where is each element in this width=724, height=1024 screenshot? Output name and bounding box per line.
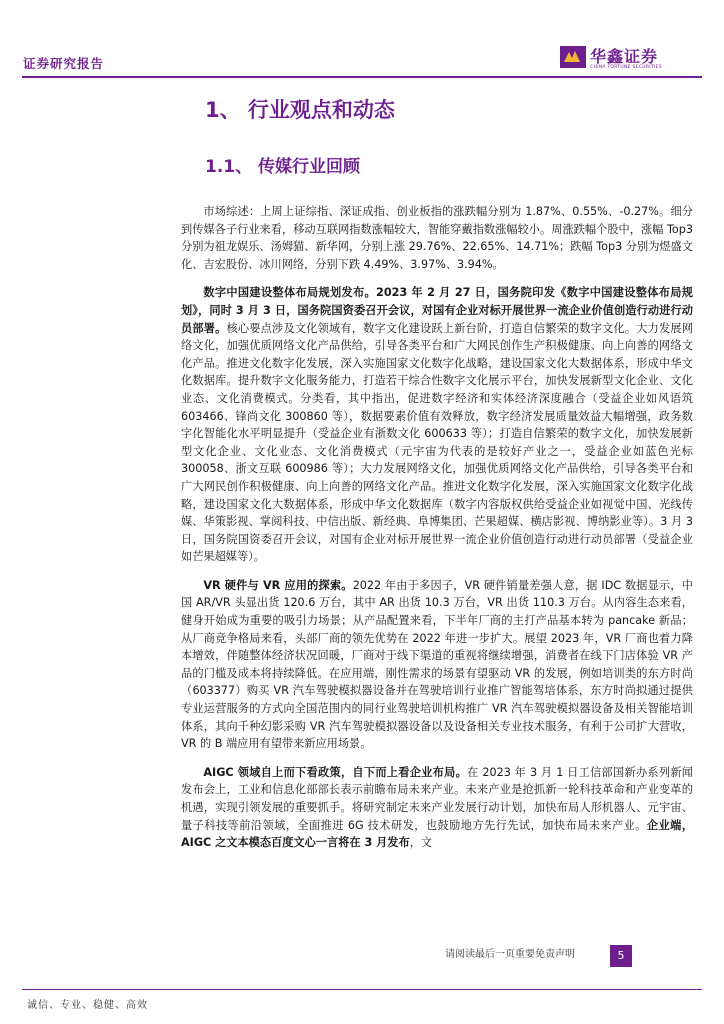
paragraph-lead-2: 企业端，AIGC 之文本模态百度文心一言将在 3 月发布 bbox=[181, 818, 693, 850]
paragraph-body: 市场综述：上周上证综指、深证成指、创业板指的涨跌幅分别为 1.87%、0.55%、-0.27%。细分到传媒各子行业来看，移动互联网指数涨幅较大，智能穿戴指数涨幅较小。周涨跌幅个股中，涨幅 Top3 分别为祖龙娱乐、汤姆猫、新华网，分别上涨 29.76%、22.65%、14.71%；跌幅 Top3 分别为煜盛文化、吉宏股份、冰川网络，分别下跌 4.49%、3.97%、3.94%。 bbox=[181, 205, 693, 271]
paragraph-aigc bbox=[181, 764, 693, 852]
paragraph-lead: 数字中国建设整体布局规划发布。2023 年 2 月 27 日，国务院印发《数字中国建设整体布局规划》，同时 3 月 3 日，国务院国资委召开会议，对国有企业对标开展世界一流企业价值创造行动进行动员部署。 bbox=[181, 286, 693, 335]
footer-slogan: 诚信、专业、稳健、高效 bbox=[27, 1000, 148, 1011]
paragraph-digital-china bbox=[181, 284, 693, 566]
logo-name: 华鑫证券 bbox=[590, 47, 659, 66]
paragraph-body: 在 2023 年 3 月 1 日工信部国新办系列新闻发布会上，工业和信息化部部长表示前瞻布局未来产业。未来产业是抢抓新一轮科技革命和产业变革的机遇，实现引领发展的重要抓手。将研究制定未来产业发展行动计划，加快布局人形机器人、元宇宙、量子科技等前沿领域，全面推进 6G 技术研发，也鼓励地方先行先试，加快布局未来产业。 bbox=[181, 765, 693, 832]
footer-divider bbox=[22, 989, 702, 990]
logo-subtitle: CHINA FORTUNE SECURITIES bbox=[590, 65, 662, 70]
paragraph-body: 核心要点涉及文化领域有，数字文化建设跃上新台阶，打造自信繁荣的数字文化。大力发展网络文化，加强优质网络文化产品供给，引导各类平台和广大网民创作生产积极健康、向上向善的网络文化产品。推进文化数字化发展，深入实施国家文化数字化战略，建设国家文化大数据体系，形成中华文化数据库。提升数字文化服务能力，打造若干综合性数字文化展示平台，加快发展新型文化企业、文化业态、文化消费模式。分类看，其中指出，促进数字经济和实体经济深度融合（受益企业如风语筑 603466、锋尚文化 300860 等），数据要素价值有效释放，数字经济发展质量效益大幅增强，政务数字化智能化水平明显提升（受益企业有浙数文化 600633 等）；打造自信繁荣的数字文化，加快发展新型文化企业、文化业态、文化消费模式（元宇宙为代表的是较好产业之一，受益企业如蓝色光标 300058、浙文互联 600986 等）；大力发展网络文化，加强优质网络文化产品供给，引导各类平台和广大网民创作积极健康、向上向善的网络文化产品。推进文化数字化发展，深入实施国家文化数字化战略，建设国家文化大数据体系，形成中华文化数据库（数字内容版权供给受益企业如视觉中国、光线传媒、华策影视、掌阅科技、中信出版、新经典、阜博集团、芒果超媒、横店影视、博纳影业等）。3 月 3 日，国务院国资委召开会议，对国有企业对标开展世界一流企业价值创造行动进行动员部署（受益企业如芒果超媒等）。 bbox=[181, 321, 693, 564]
paragraph-market-summary bbox=[181, 203, 693, 273]
paragraph-vr bbox=[181, 577, 693, 753]
logo-mark-icon bbox=[560, 46, 586, 68]
section-heading: 1、 行业观点和动态 bbox=[205, 98, 395, 122]
report-body bbox=[181, 203, 693, 863]
report-type-label: 证券研究报告 bbox=[23, 56, 105, 71]
paragraph-body: 2022 年由于多因子，VR 硬件销量差强人意，据 IDC 数据显示，中国 AR/VR 头显出货 120.6 万台，其中 AR 出货 10.3 万台，VR 出货 110.3 万台。从内容生态来看，健身开始成为重要的吸引力场景；从产品配置来看，下半年厂商的主打产品基本转为 pancake 新品；从厂商竞争格局来看，头部厂商的领先优势在 2022 年进一步扩大。展望 2023 年，VR 厂商也着力降本增效，伴随整体经济状况回暖，厂商对于线下渠道的重视将继续增强，消费者在线下门店体验 VR 产品的门槛及成本将持续降低。在应用端，刚性需求的场景有望驱动 VR 的发展，例如培训类的东方时尚（603377）购买 VR 汽车驾驶模拟器设备并在驾驶培训行业推广智能驾培体系，东方时尚拟通过提供专业运营服务的方式向全国范围内的同行业驾驶培训机构推广 VR 汽车驾驶模拟器设备及相关智能培训体系，其向千种幻影采购 VR 汽车驾驶模拟器设备以及设备相关专业技术服务，有利于公司扩大营收，VR 的 B 端应用有望带来新应用场景。 bbox=[181, 578, 693, 751]
subsection-heading: 1.1、 传媒行业回顾 bbox=[205, 157, 361, 177]
header-divider bbox=[22, 76, 702, 78]
paragraph-tail: ，文 bbox=[409, 836, 433, 850]
page-number: 5 bbox=[610, 945, 632, 967]
company-logo bbox=[560, 44, 700, 74]
paragraph-lead: AIGC 领域自上而下看政策，自下而上看企业布局。 bbox=[203, 765, 468, 779]
paragraph-lead: VR 硬件与 VR 应用的探索。 bbox=[203, 578, 353, 592]
disclaimer-note: 请阅读最后一页重要免责声明 bbox=[445, 949, 575, 960]
